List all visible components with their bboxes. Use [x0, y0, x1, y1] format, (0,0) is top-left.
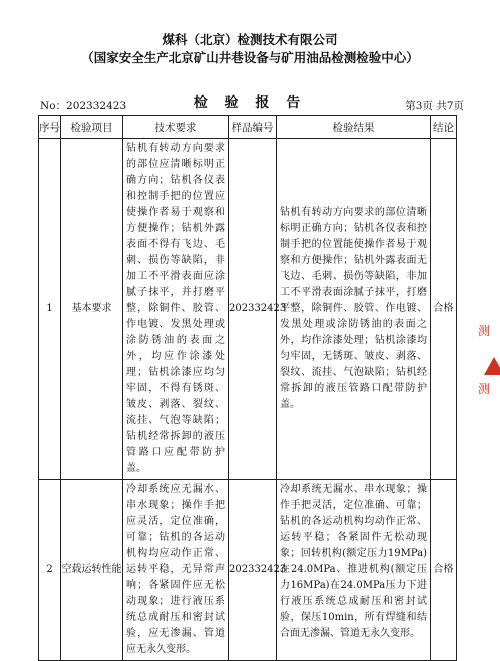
- row-item: 基本要求: [61, 139, 123, 480]
- table-row: [39, 139, 457, 480]
- row-conclusion: 合格: [431, 480, 457, 661]
- header-item: 检验项目: [61, 116, 123, 139]
- row-conclusion: 合格: [431, 139, 457, 480]
- seal-fragment-top: 测: [478, 324, 491, 338]
- seal-star-icon: [484, 357, 500, 375]
- inspection-table: [38, 115, 457, 661]
- organization-subtitle: （国家安全生产北京矿山井巷设备与矿用油品检测检验中心）: [81, 50, 419, 65]
- table-header-row: [39, 116, 457, 139]
- header-requirement: 技术要求: [123, 116, 229, 139]
- report-title: 检 验 报 告: [193, 95, 307, 111]
- row-sample: 202332423: [229, 480, 277, 661]
- row-sample: 202332423: [229, 139, 277, 480]
- row-result: 冷却系统无漏水、串水现象；操作手把灵活，定位准确、可靠；钻机的各运动机构均动作正常、运转平稳；各紧固件无松动现象；回转机构(额定压力19MPa)在24.0MPa、推进机构(额定压力16MPa)在24.0MPa压力下进行液压系统总成耐压和密封试验，保压10min，所有焊缝和结合面无渗漏、管道无永久变形。: [277, 480, 431, 661]
- report-number: No：202332423: [40, 100, 127, 112]
- row-result: 钻机有转动方向要求的部位清晰标明正确方向；钻机各仪表和控制手把的位置能使操作者易于观察和方便操作；钻机外露表面无飞边、毛刺、损伤等缺陷，非加工不平滑表面涂腻子抹平，打磨平整，除铜件、胶管、作电镀、发黑处理或涂防锈油的表面之外，均作涂漆处理；钻机涂漆均匀牢固，无锈斑、皱皮、剥落、裂纹、流挂、气泡缺陷；钻机经常拆卸的液压管路口配带防护盖。: [277, 139, 431, 480]
- page-info: 第3页 共7页: [405, 100, 464, 112]
- row-requirement: 钻机有转动方向要求的部位应清晰标明正确方向；钻机各仪表和控制手把的位置应使操作者易于观察和方便操作；钻机外露表面不得有飞边、毛刺、损伤等缺陷，非加工不平滑表面应涂腻子抹平，并打磨平整，除铜件、胶管、作电镀、发黑处理或涂防锈油的表面之外，均应作涂漆处理；钻机涂漆应均匀牢固，不得有锈斑、皱皮、剥落、裂纹、流挂、气泡等缺陷；钻机经常拆卸的液压管路口应配带防护盖。: [123, 139, 229, 480]
- header-sample: 样品编号: [229, 116, 277, 139]
- row-index: 2: [39, 480, 61, 661]
- table-row: [39, 480, 457, 661]
- organization-name: 煤科（北京）检测技术有限公司: [162, 32, 338, 47]
- row-item: 空载运转性能: [61, 480, 123, 661]
- row-index: 1: [39, 139, 61, 480]
- header-index: 序号: [39, 116, 61, 139]
- seal-fragment-bottom: 测: [478, 382, 491, 396]
- header-result: 检验结果: [277, 116, 431, 139]
- row-requirement: 冷却系统应无漏水、串水现象；操作手把应灵活，定位准确，可靠；钻机的各运动机构均应动作正常、运转平稳，无异常声响；各紧固件应无松动现象；进行液压系统总成耐压和密封试验，应无渗漏、管道应无永久变形。: [123, 480, 229, 661]
- header-conclusion: 结论: [431, 116, 457, 139]
